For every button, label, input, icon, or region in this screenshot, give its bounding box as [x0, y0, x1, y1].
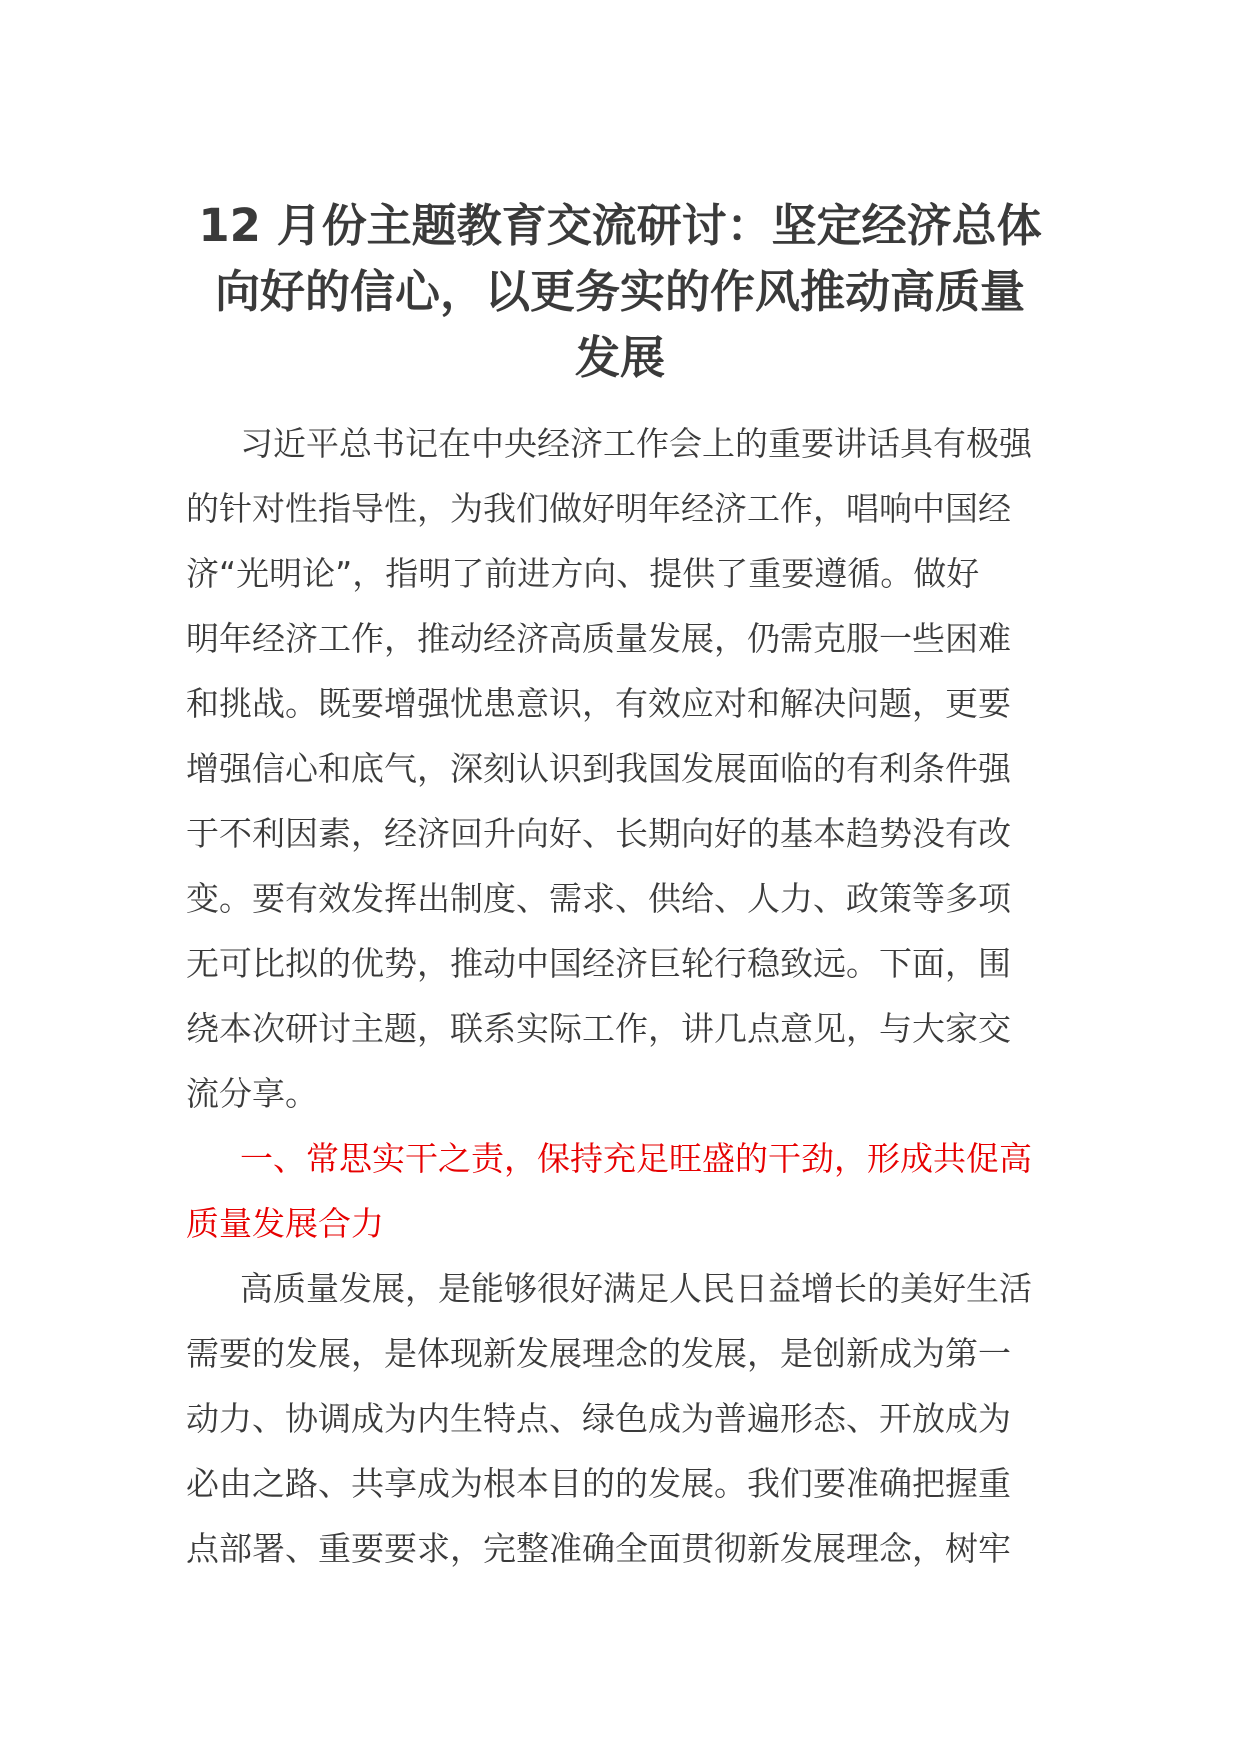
paragraph-line: 绕本次研讨主题，联系实际工作，讲几点意见，与大家交	[186, 1009, 1011, 1048]
paragraph-line: 济“光明论”，指明了前进方向、提供了重要遵循。做好	[186, 554, 980, 593]
paragraph-line: 变。要有效发挥出制度、需求、供给、人力、政策等多项	[186, 879, 1011, 918]
title-line: 12 月份主题教育交流研讨：坚定经济总体	[198, 199, 1042, 252]
title-line: 发展	[574, 331, 665, 384]
paragraph-line: 无可比拟的优势，推动中国经济巨轮行稳致远。下面，围	[186, 944, 1011, 983]
paragraph-line: 点部署、重要要求，完整准确全面贯彻新发展理念，树牢	[186, 1529, 1011, 1568]
paragraph-line: 习近平总书记在中央经济工作会上的重要讲话具有极强	[240, 424, 1032, 463]
intro-paragraph	[186, 411, 1054, 1126]
paragraph-line: 必由之路、共享成为根本目的的发展。我们要准确把握重	[186, 1464, 1011, 1503]
heading-line: 一、常思实干之责，保持充足旺盛的干劲，形成共促高	[240, 1139, 1032, 1178]
paragraph-line: 需要的发展，是体现新发展理念的发展，是创新成为第一	[186, 1334, 1011, 1373]
paragraph-line: 增强信心和底气，深刻认识到我国发展面临的有利条件强	[186, 749, 1011, 788]
section-heading	[186, 1126, 1054, 1256]
paragraph-line: 流分享。	[186, 1074, 318, 1113]
paragraph-line: 高质量发展，是能够很好满足人民日益增长的美好生活	[240, 1269, 1032, 1308]
title-line: 向好的信心，以更务实的作风推动高质量	[214, 265, 1025, 318]
document-title	[180, 193, 1060, 391]
paragraph-line: 明年经济工作，推动经济高质量发展，仍需克服一些困难	[186, 619, 1011, 658]
heading-line: 质量发展合力	[186, 1204, 384, 1243]
paragraph-line: 于不利因素，经济回升向好、长期向好的基本趋势没有改	[186, 814, 1011, 853]
paragraph-line: 和挑战。既要增强忧患意识，有效应对和解决问题，更要	[186, 684, 1011, 723]
section-body-paragraph	[186, 1256, 1054, 1581]
paragraph-line: 动力、协调成为内生特点、绿色成为普遍形态、开放成为	[186, 1399, 1011, 1438]
paragraph-line: 的针对性指导性，为我们做好明年经济工作，唱响中国经	[186, 489, 1011, 528]
